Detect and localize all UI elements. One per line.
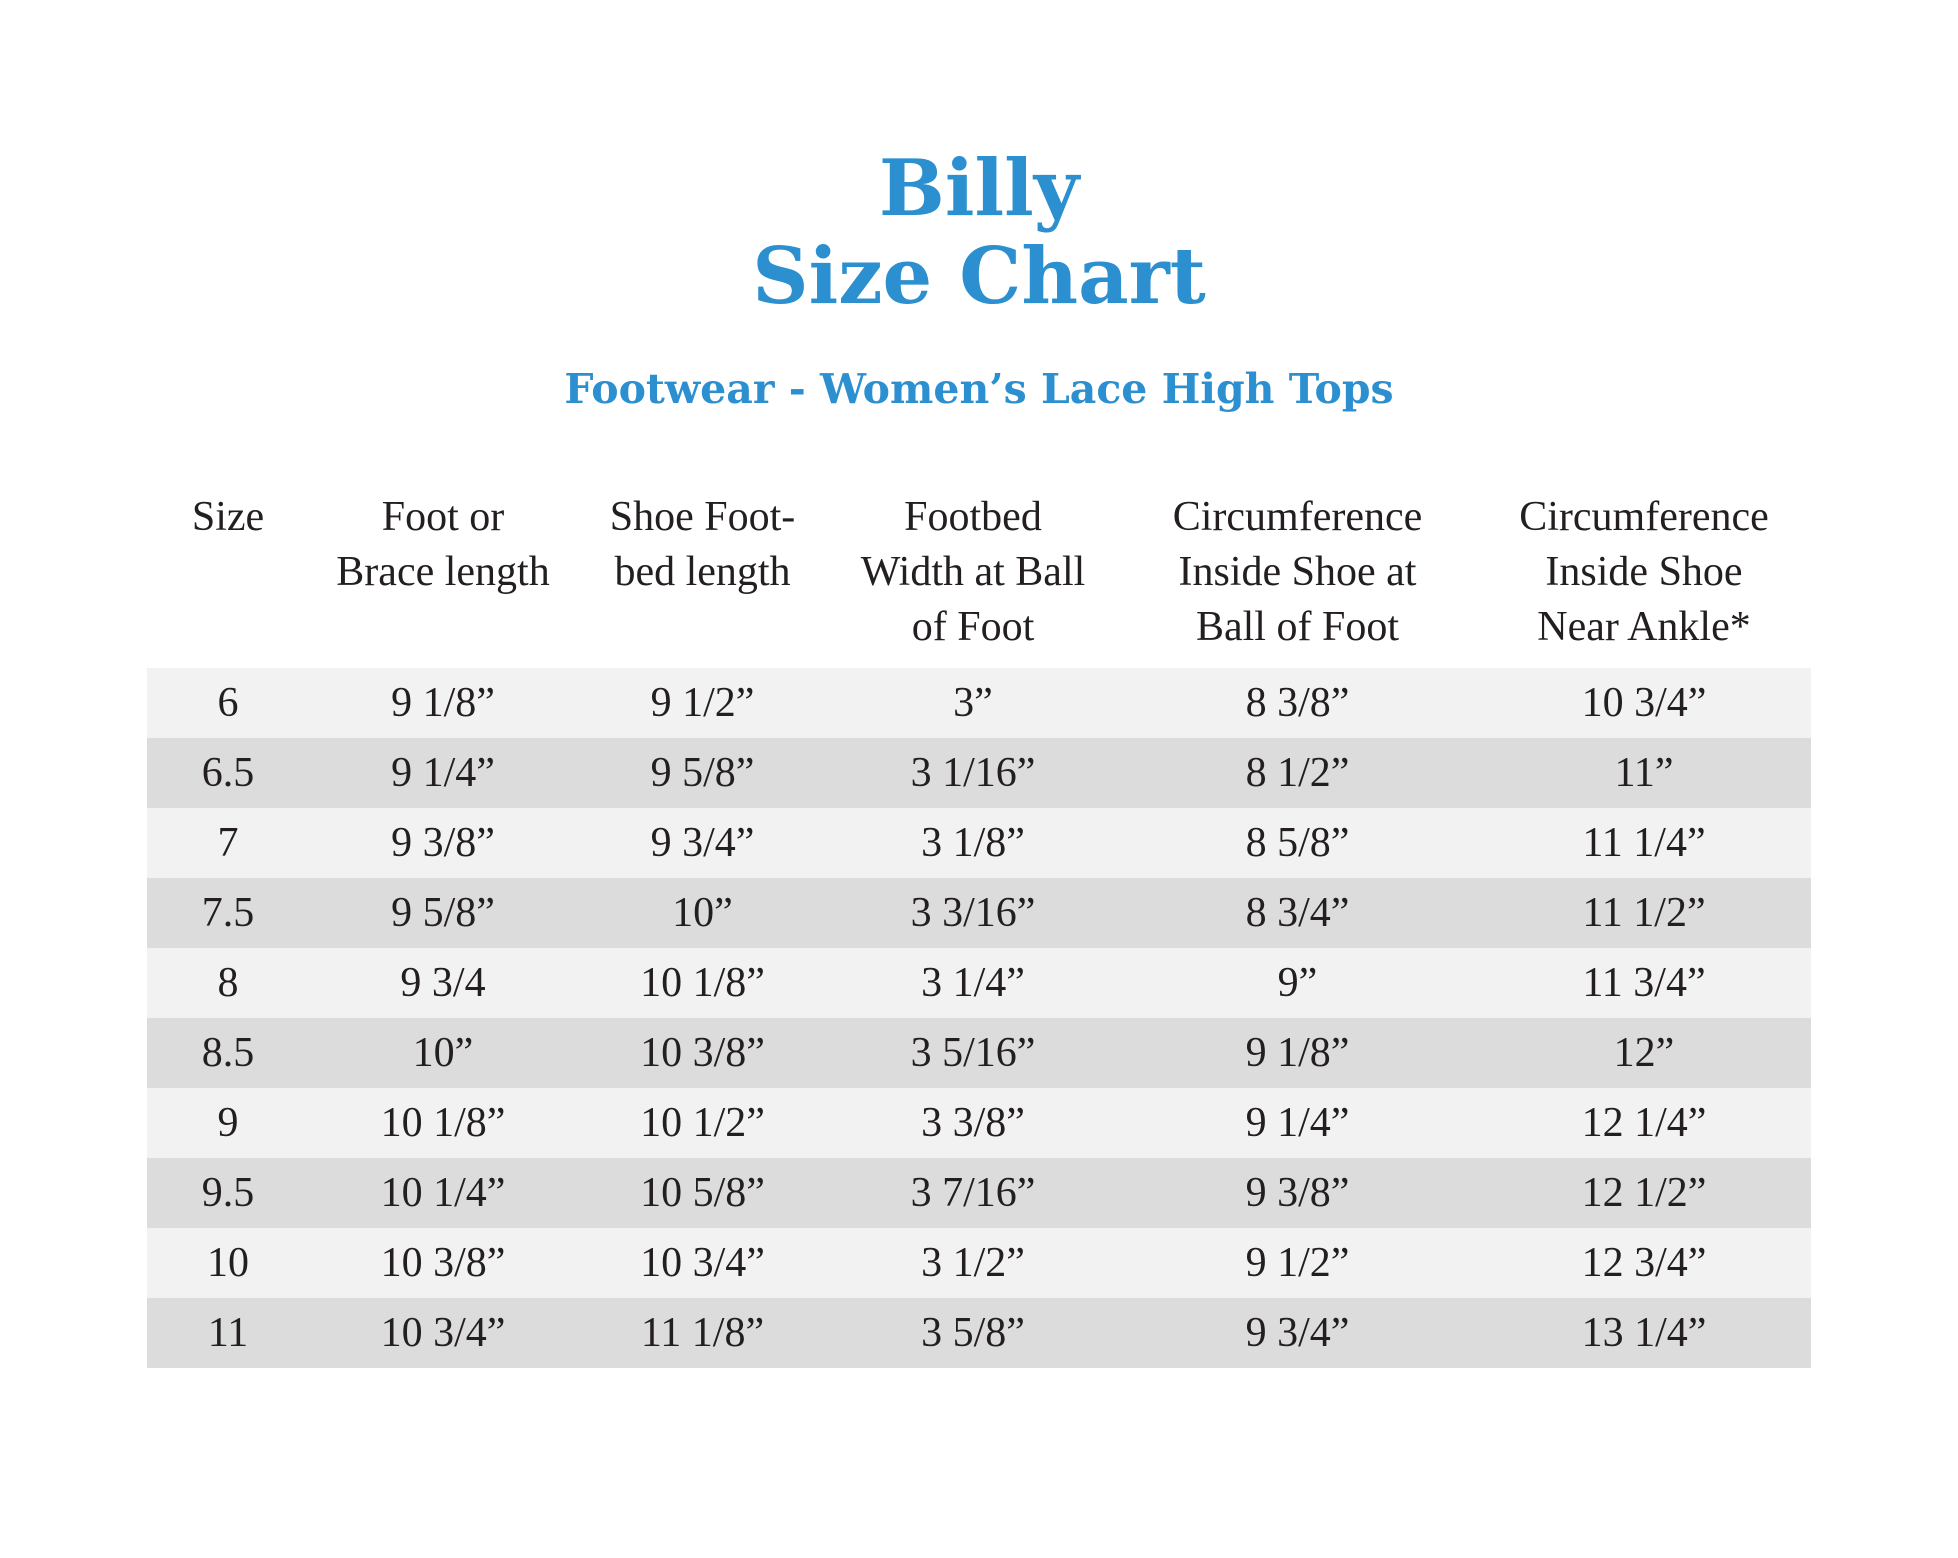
cell-footbed-width: 3 1/16” (910, 750, 1036, 796)
header-line: Circumference (1519, 494, 1769, 540)
cell-footbed-width: 3 1/8” (921, 820, 1025, 866)
cell-size: 9 (217, 1100, 239, 1146)
header-shoe-footbed-length (577, 485, 828, 668)
cell-circumference-ankle: 11 1/4” (1582, 820, 1706, 866)
cell-footbed-length: 10 1/2” (640, 1100, 765, 1146)
header-circumference-ball (1118, 485, 1477, 668)
cell-footbed-length: 9 1/2” (650, 680, 755, 726)
cell-footbed-length: 9 3/4” (650, 820, 755, 866)
cell-footbed-width: 3” (953, 680, 993, 726)
cell-foot-length: 10 1/8” (380, 1100, 506, 1146)
cell-circumference-ankle: 12 1/2” (1581, 1170, 1707, 1216)
header-line: Size (191, 494, 265, 540)
header-line: of Foot (911, 604, 1035, 650)
table-row (147, 1018, 1811, 1088)
cell-circumference-ball: 8 1/2” (1245, 750, 1350, 796)
cell-circumference-ankle: 11 3/4” (1582, 960, 1706, 1006)
header-footbed-width (828, 485, 1118, 668)
header-line: Circumference (1172, 494, 1423, 540)
header-line: Width at Ball (860, 549, 1086, 595)
size-chart-table (147, 485, 1811, 1368)
cell-footbed-width: 3 3/16” (910, 890, 1036, 936)
cell-foot-length: 10 3/4” (380, 1310, 506, 1356)
cell-foot-length: 9 5/8” (391, 890, 495, 936)
table-row (147, 738, 1811, 808)
cell-footbed-width: 3 5/16” (910, 1030, 1036, 1076)
cell-circumference-ankle: 12 1/4” (1581, 1100, 1707, 1146)
cell-size: 8 (217, 960, 239, 1006)
cell-foot-length: 10 1/4” (380, 1170, 506, 1216)
cell-footbed-length: 11 1/8” (640, 1310, 765, 1356)
cell-size: 7 (217, 820, 239, 866)
cell-circumference-ankle: 12 3/4” (1581, 1240, 1707, 1286)
cell-footbed-width: 3 1/2” (921, 1240, 1025, 1286)
cell-foot-length: 9 1/8” (391, 680, 495, 726)
header-line: Inside Shoe at (1178, 549, 1417, 595)
table-row (147, 668, 1811, 738)
cell-size: 10 (207, 1240, 249, 1286)
cell-foot-length: 9 3/8” (391, 820, 495, 866)
page-subtitle: Footwear - Women’s Lace High Tops (564, 365, 1394, 413)
cell-footbed-length: 10” (672, 890, 733, 936)
header-size (147, 485, 309, 668)
cell-foot-length: 9 3/4 (400, 960, 486, 1006)
header-line: Footbed (904, 494, 1042, 540)
cell-circumference-ball: 9 3/4” (1245, 1310, 1350, 1356)
header-line: Inside Shoe (1545, 549, 1743, 595)
cell-circumference-ankle: 11” (1614, 750, 1674, 796)
cell-circumference-ankle: 13 1/4” (1581, 1310, 1707, 1356)
cell-foot-length: 10” (412, 1030, 474, 1076)
table-row (147, 1298, 1811, 1368)
cell-circumference-ankle: 10 3/4” (1581, 680, 1707, 726)
header-line: Near Ankle* (1537, 604, 1751, 650)
header-foot-or-brace-length (309, 485, 577, 668)
cell-foot-length: 9 1/4” (391, 750, 495, 796)
cell-circumference-ankle: 12” (1613, 1030, 1675, 1076)
header-line: Brace length (336, 549, 550, 595)
cell-size: 6.5 (201, 750, 255, 796)
cell-circumference-ankle: 11 1/2” (1582, 890, 1706, 936)
cell-footbed-length: 10 3/4” (640, 1240, 765, 1286)
cell-circumference-ball: 8 3/8” (1245, 680, 1350, 726)
cell-size: 8.5 (201, 1030, 255, 1076)
cell-circumference-ball: 9 1/4” (1245, 1100, 1350, 1146)
cell-footbed-width: 3 3/8” (921, 1100, 1025, 1146)
cell-circumference-ball: 9” (1277, 960, 1318, 1006)
cell-circumference-ball: 8 3/4” (1245, 890, 1350, 936)
cell-footbed-length: 10 1/8” (640, 960, 765, 1006)
cell-circumference-ball: 9 3/8” (1245, 1170, 1350, 1216)
table-row (147, 808, 1811, 878)
table-row (147, 1228, 1811, 1298)
cell-circumference-ball: 9 1/2” (1245, 1240, 1350, 1286)
cell-size: 11 (207, 1310, 249, 1356)
header-line: Shoe Foot- (609, 494, 796, 540)
page-title-line-1: Billy (878, 143, 1080, 234)
page-title-line-2: Size Chart (752, 231, 1206, 322)
header-circumference-ankle (1477, 485, 1811, 668)
cell-footbed-width: 3 5/8” (921, 1310, 1025, 1356)
cell-circumference-ball: 9 1/8” (1245, 1030, 1350, 1076)
table-row (147, 948, 1811, 1018)
cell-size: 9.5 (201, 1170, 255, 1216)
header-line: bed length (614, 549, 791, 595)
table-row (147, 1088, 1811, 1158)
cell-footbed-length: 10 5/8” (640, 1170, 765, 1216)
header-line: Foot or (381, 494, 505, 540)
cell-footbed-width: 3 1/4” (921, 960, 1025, 1006)
cell-footbed-width: 3 7/16” (910, 1170, 1036, 1216)
table-row (147, 1158, 1811, 1228)
cell-size: 6 (217, 680, 239, 726)
cell-footbed-length: 10 3/8” (640, 1030, 765, 1076)
table-row (147, 878, 1811, 948)
header-line: Ball of Foot (1195, 604, 1399, 650)
table-header-row (147, 485, 1811, 668)
cell-foot-length: 10 3/8” (380, 1240, 506, 1286)
cell-footbed-length: 9 5/8” (650, 750, 755, 796)
cell-size: 7.5 (201, 890, 255, 936)
cell-circumference-ball: 8 5/8” (1245, 820, 1350, 866)
